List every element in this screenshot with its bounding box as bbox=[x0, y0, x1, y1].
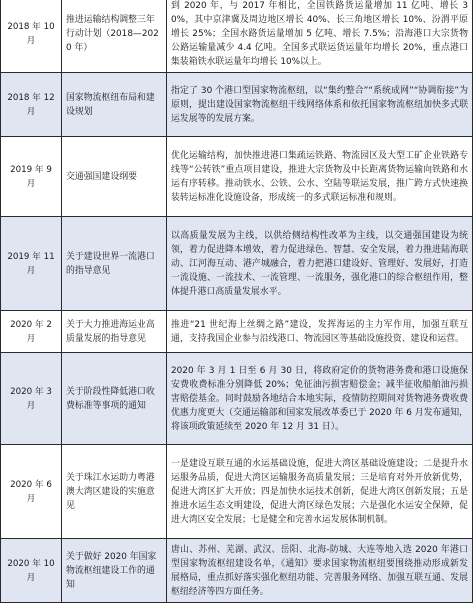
row-policy-content: 优化运输结构，加快推进港口集疏运铁路、物流园区及大型工矿企业铁路专线等“公转铁”重点项目建设，推进大宗货物及中长距离货物运输向铁路和水运有序转移。推动铁水、公铁、公水、空陆等联运发展，推广跨方式快速换装转运标准化设施设备，形成统一的多式联运标准和规则。 bbox=[167, 137, 473, 217]
table-row bbox=[1, 0, 473, 73]
row-date: 2020 年 3 月 bbox=[1, 353, 62, 445]
table-row bbox=[1, 353, 473, 445]
row-policy-content: 唐山、苏州、芜湖、武汉、岳阳、北海-防城、大连等地入选 2020 年港口型国家物流枢纽建设名单，《通知》要求国家物流枢纽要围绕推动形成新发展格局，重点抓好落实强化枢纽功能、完善服务网络、加强互联互通、发展枢纽经济等四方面任务。 bbox=[167, 539, 473, 603]
table-row bbox=[1, 73, 473, 137]
row-policy-name: 关于珠江水运助力粤港澳大湾区建设的实施意见 bbox=[62, 445, 167, 539]
row-policy-name: 关于大力推进海运业高质量发展的指导意见 bbox=[62, 311, 167, 353]
table-row bbox=[1, 217, 473, 311]
row-date: 2018 年 12 月 bbox=[1, 73, 62, 137]
table-row bbox=[1, 445, 473, 539]
row-policy-content: 一是建设互联互通的水运基础设施，促进大湾区基础设施建设；二是提升水运服务品质，促进大湾区运输服务高质量发展；三是培育对外开放新优势，促进大湾区扩大开放；四是加快水运技术创新，促进大湾区创新发展；五是推进水运生态文明建设，促进大湾区绿色发展；六是强化水运安全保障，促进大湾区安全发展；七是健全和完善水运发展体制机制。 bbox=[167, 445, 473, 539]
row-date: 2019 年 9 月 bbox=[1, 137, 62, 217]
row-policy-content: 推进“21 世纪海上丝绸之路”建设，发挥海运的主力军作用，加强互联互通，支持我国企业参与沿线港口、物流园区等基础设施投资、建设和运营。 bbox=[167, 311, 473, 353]
row-policy-content: 到 2020 年，与 2017 年相比，全国铁路货运量增加 11 亿吨、增长 30%，其中京津冀及周边地区增长 40%、长三角地区增长 10%、汾渭平原增长 25%；全国水路货运量增加 5 亿吨、增长 7.5%；沿海港口大宗货物公路运输量减少 4.4 亿吨。全国多式联运货运量年均增长 20%，重点港口集装箱铁水联运量年均增长 10%以上。 bbox=[167, 0, 473, 73]
row-date: 2020 年 2 月 bbox=[1, 311, 62, 353]
row-policy-name: 国家物流枢纽布局和建设规划 bbox=[62, 73, 167, 137]
row-policy-content: 指定了 30 个港口型国家物流枢纽，以“集约整合”“系统成网”“协调衔接”为原则，提出建设国家物流枢纽干线网络体系和依托国家物流枢纽加快多式联运发展等的发展方案。 bbox=[167, 73, 473, 137]
row-policy-name: 关于建设世界一流港口的指导意见 bbox=[62, 217, 167, 311]
row-date: 2020 年 6 月 bbox=[1, 445, 62, 539]
row-policy-content: 2020 年 3 月 1 日至 6 月 30 日，将政府定价的货物港务费和港口设施保安费收费标准分别降低 20%；免征油污损害赔偿金；减半征收船舶油污损害赔偿基金。同时鼓励各地结合本地实际，疫情防控期间对货物港务费收费优惠力度更大（交通运输部和国家发展改革委已于 2020 年 6 月发布通知，将该项政策延续至 2020 年 12 月 31 日）。 bbox=[167, 353, 473, 445]
row-policy-name: 关于阶段性降低港口收费标准等事项的通知 bbox=[62, 353, 167, 445]
row-date: 2020 年 10 月 bbox=[1, 539, 62, 603]
row-policy-name: 交通强国建设纲要 bbox=[62, 137, 167, 217]
row-policy-name: 关于做好 2020 年国家物流枢纽建设工作的通知 bbox=[62, 539, 167, 603]
table-row bbox=[1, 311, 473, 353]
row-date: 2018 年 10 月 bbox=[1, 0, 62, 73]
row-policy-content: 以高质量发展为主线，以供给侧结构性改革为主线，以交通强国建设为统领，着力促进降本增效，着力促进绿色、智慧、安全发展，着力推进陆海联动、江河海互动、港产城融合，着力把港口建设好、管理好、发展好，打造一流设施、一流技术、一流管理、一流服务，强化港口的综合枢纽作用，整体提升港口高质量发展水平。 bbox=[167, 217, 473, 311]
table-row bbox=[1, 137, 473, 217]
table-row bbox=[1, 539, 473, 603]
row-policy-name: 推进运输结构调整三年行动计划（2018—2020 年） bbox=[62, 0, 167, 73]
row-date: 2019 年 11 月 bbox=[1, 217, 62, 311]
